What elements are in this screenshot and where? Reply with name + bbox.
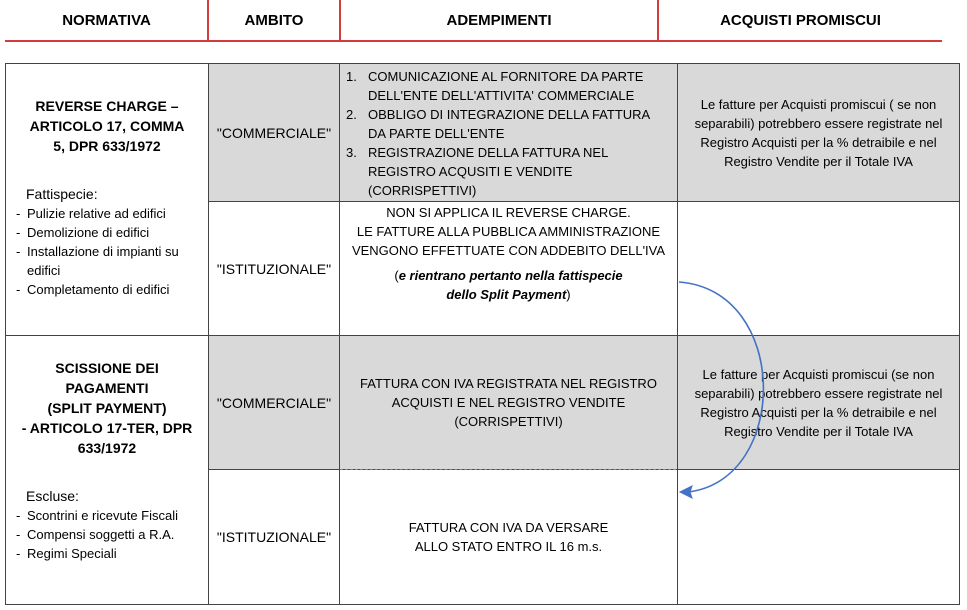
list-item: 3. REGISTRAZIONE DELLA FATTURA NEL REGISTRO ACQUSITI E VENDITE (CORRISPETTIVI) bbox=[346, 145, 608, 198]
header-acquisti-promiscui: ACQUISTI PROMISCUI bbox=[720, 11, 881, 29]
normativa-title: SCISSIONE DEI PAGAMENTI (SPLIT PAYMENT) - ARTICOLO 17-TER, DPR 633/1972 bbox=[21, 360, 193, 456]
ambito-label: "ISTITUZIONALE" bbox=[216, 260, 332, 277]
ambito-istituzionale-cell bbox=[208, 201, 340, 336]
adempimenti-text: FATTURA CON IVA REGISTRATA NEL REGISTRO ACQUISTI E NEL REGISTRO VENDITE (CORRISPETTIVI) bbox=[360, 376, 657, 429]
adempimenti-text: NON SI APPLICA IL REVERSE CHARGE. bbox=[386, 205, 631, 220]
adempimenti-list bbox=[340, 67, 660, 200]
acquisti-text: Le fatture per Acquisti promiscui (se non separabili) potrebbero essere registrate nel Registro Acquisti per la % detraibile e nel Registro Vendite per il Totale IVA bbox=[694, 366, 943, 439]
acquisti-split-commerciale-cell bbox=[677, 335, 960, 470]
ambito-commerciale-cell bbox=[208, 335, 340, 470]
adempimenti-reverse-istituzionale-cell bbox=[339, 201, 678, 336]
normativa-reverse-charge-cell bbox=[5, 63, 209, 336]
escluse-list bbox=[16, 506, 191, 563]
list-item: - Compensi soggetti a R.A. bbox=[16, 525, 191, 544]
normativa-split-payment-cell bbox=[5, 335, 209, 605]
acquisti-reverse-commerciale-cell bbox=[677, 63, 960, 202]
normativa-subtitle: Escluse: bbox=[26, 488, 79, 504]
acquisti-reverse-istituzionale-cell bbox=[677, 201, 960, 336]
list-item: - Installazione di impianti su edifici bbox=[16, 242, 206, 280]
adempimenti-reverse-commerciale-cell bbox=[339, 63, 678, 202]
ambito-label: "ISTITUZIONALE" bbox=[216, 529, 332, 545]
list-item: - Pulizie relative ad edifici bbox=[16, 204, 206, 223]
list-item: - Scontrini e ricevute Fiscali bbox=[16, 506, 191, 525]
split-payment-note: (e rientrano pertanto nella fattispecie dello Split Payment) bbox=[394, 268, 623, 302]
list-item: - Demolizione di edifici bbox=[16, 223, 206, 242]
header-rule bbox=[5, 40, 942, 42]
header-ambito: AMBITO bbox=[244, 11, 304, 29]
header-adempimenti: ADEMPIMENTI bbox=[446, 11, 552, 29]
list-item: - Completamento di edifici bbox=[16, 280, 206, 299]
dashed-divider bbox=[340, 469, 676, 470]
list-item: - Regimi Speciali bbox=[16, 544, 191, 563]
list-item: 1. COMUNICAZIONE AL FORNITORE DA PARTE DELL'ENTE DELL'ATTIVITA' COMMERCIALE bbox=[346, 69, 644, 103]
ambito-istituzionale-cell bbox=[208, 469, 340, 605]
list-item: 2. OBBLIGO DI INTEGRAZIONE DELLA FATTURA DA PARTE DELL'ENTE bbox=[346, 107, 650, 141]
ambito-label: "COMMERCIALE" bbox=[216, 394, 332, 411]
ambito-label: "COMMERCIALE" bbox=[216, 124, 332, 141]
adempimenti-text: LE FATTURE ALLA PUBBLICA AMMINISTRAZIONE VENGONO EFFETTUATE CON ADDEBITO DELL'IVA bbox=[351, 224, 666, 258]
adempimenti-text: FATTURA CON IVA DA VERSARE ALLO STATO ENTRO IL 16 m.s. bbox=[408, 520, 609, 554]
fattispecie-list bbox=[16, 204, 206, 299]
adempimenti-split-commerciale-cell bbox=[339, 335, 678, 470]
normativa-subtitle: Fattispecie: bbox=[26, 186, 98, 202]
adempimenti-split-istituzionale-cell bbox=[339, 469, 678, 605]
acquisti-text: Le fatture per Acquisti promiscui ( se non separabili) potrebbero essere registrate nel Registro Acquisti per la % detraibile e nel Registro Vendite per il Totale IVA bbox=[694, 96, 943, 169]
normativa-title: REVERSE CHARGE – ARTICOLO 17, COMMA 5, DPR 633/1972 bbox=[29, 98, 185, 154]
acquisti-split-istituzionale-cell bbox=[677, 469, 960, 605]
header-normativa: NORMATIVA bbox=[62, 11, 151, 29]
ambito-commerciale-cell bbox=[208, 63, 340, 202]
